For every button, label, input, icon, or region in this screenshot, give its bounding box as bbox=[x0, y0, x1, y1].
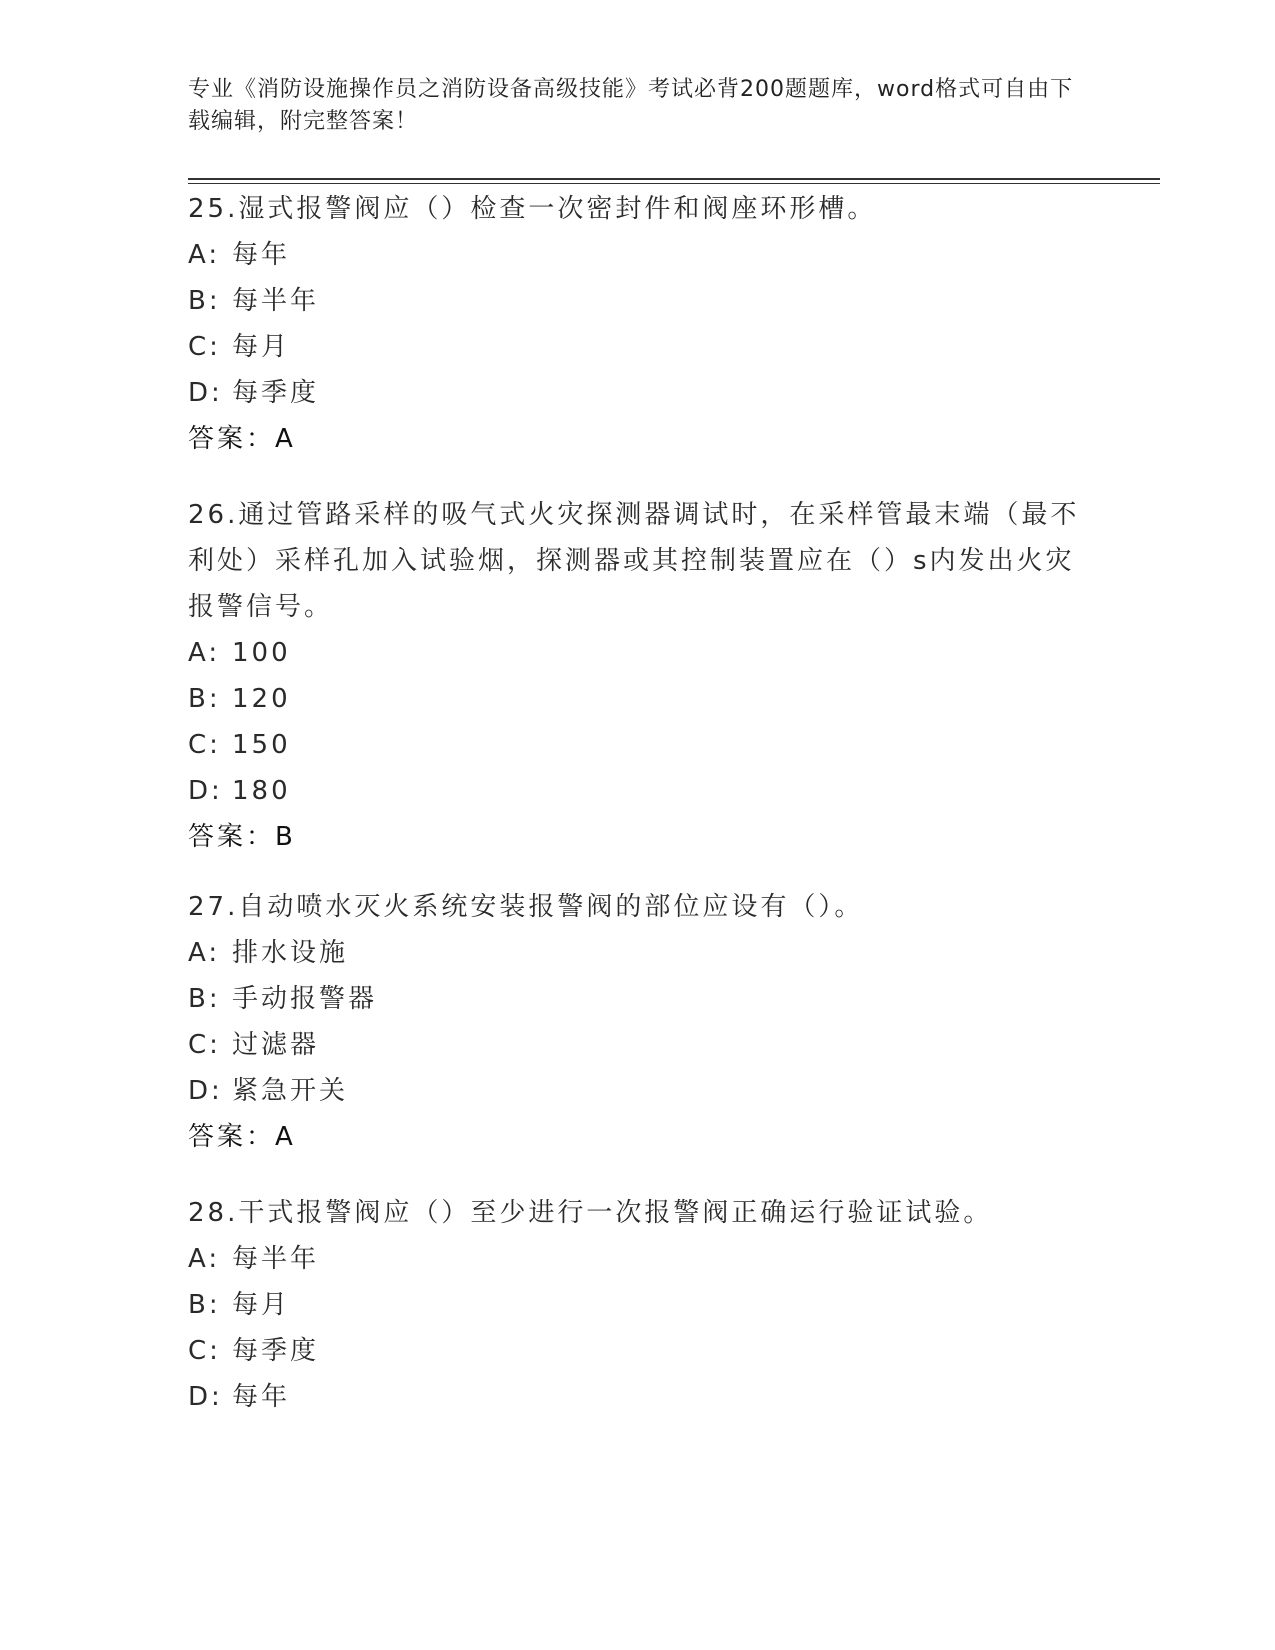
option-c bbox=[188, 324, 1088, 370]
question-25 bbox=[188, 186, 1088, 462]
option-key: D: bbox=[188, 378, 223, 408]
option-b bbox=[188, 976, 1088, 1022]
option-key: B: bbox=[188, 1290, 221, 1320]
option-key: B: bbox=[188, 684, 221, 714]
answer-line: 答案：A bbox=[188, 424, 296, 454]
option-b bbox=[188, 1282, 1088, 1328]
option-a bbox=[188, 1236, 1088, 1282]
option-key: C: bbox=[188, 730, 221, 760]
option-d bbox=[188, 1068, 1088, 1114]
option-key: A: bbox=[188, 938, 221, 968]
option-key: C: bbox=[188, 1336, 221, 1366]
option-text: 100 bbox=[232, 638, 291, 668]
option-c bbox=[188, 1022, 1088, 1068]
option-text: 120 bbox=[232, 684, 291, 714]
option-text: 排水设施 bbox=[232, 938, 349, 968]
option-d bbox=[188, 768, 1088, 814]
option-a bbox=[188, 930, 1088, 976]
option-text: 每季度 bbox=[232, 378, 320, 408]
question-stem: 27.自动喷水灭火系统安装报警阀的部位应设有（）。 bbox=[188, 892, 864, 922]
option-text: 每季度 bbox=[232, 1336, 320, 1366]
option-key: B: bbox=[188, 984, 221, 1014]
option-key: D: bbox=[188, 776, 223, 806]
option-d bbox=[188, 370, 1088, 416]
option-text: 手动报警器 bbox=[232, 984, 378, 1014]
option-key: D: bbox=[188, 1076, 223, 1106]
header-divider-thin bbox=[188, 183, 1160, 184]
option-key: A: bbox=[188, 1244, 221, 1274]
option-key: D: bbox=[188, 1382, 223, 1412]
option-key: A: bbox=[188, 240, 221, 270]
option-c bbox=[188, 722, 1088, 768]
option-text: 过滤器 bbox=[232, 1030, 320, 1060]
option-b bbox=[188, 278, 1088, 324]
option-d bbox=[188, 1374, 1088, 1420]
question-27 bbox=[188, 884, 1088, 1160]
option-key: B: bbox=[188, 286, 221, 316]
question-28 bbox=[188, 1190, 1088, 1420]
option-text: 180 bbox=[232, 776, 291, 806]
option-text: 每年 bbox=[232, 1382, 291, 1412]
option-text: 每月 bbox=[232, 332, 291, 362]
header-divider-thick bbox=[188, 178, 1160, 180]
option-key: A: bbox=[188, 638, 221, 668]
option-text: 每半年 bbox=[232, 286, 320, 316]
question-stem: 28.干式报警阀应（）至少进行一次报警阀正确运行验证试验。 bbox=[188, 1198, 993, 1228]
option-text: 150 bbox=[232, 730, 291, 760]
option-c bbox=[188, 1328, 1088, 1374]
option-text: 每年 bbox=[232, 240, 291, 270]
answer-line: 答案：A bbox=[188, 1122, 296, 1152]
option-key: C: bbox=[188, 1030, 221, 1060]
answer-line: 答案：B bbox=[188, 822, 296, 852]
document-header: 专业《消防设施操作员之消防设备高级技能》考试必背200题题库，word格式可自由下载编辑，附完整答案！ bbox=[188, 77, 1074, 134]
option-text: 每月 bbox=[232, 1290, 291, 1320]
option-b bbox=[188, 676, 1088, 722]
option-a bbox=[188, 630, 1088, 676]
question-stem: 25.湿式报警阀应（）检查一次密封件和阀座环形槽。 bbox=[188, 194, 877, 224]
option-text: 每半年 bbox=[232, 1244, 320, 1274]
question-26 bbox=[188, 492, 1088, 860]
option-key: C: bbox=[188, 332, 221, 362]
option-a bbox=[188, 232, 1088, 278]
option-text: 紧急开关 bbox=[232, 1076, 349, 1106]
question-stem: 26.通过管路采样的吸气式火灾探测器调试时，在采样管最末端（最不利处）采样孔加入试验烟，探测器或其控制装置应在（）s内发出火灾报警信号。 bbox=[188, 500, 1080, 622]
